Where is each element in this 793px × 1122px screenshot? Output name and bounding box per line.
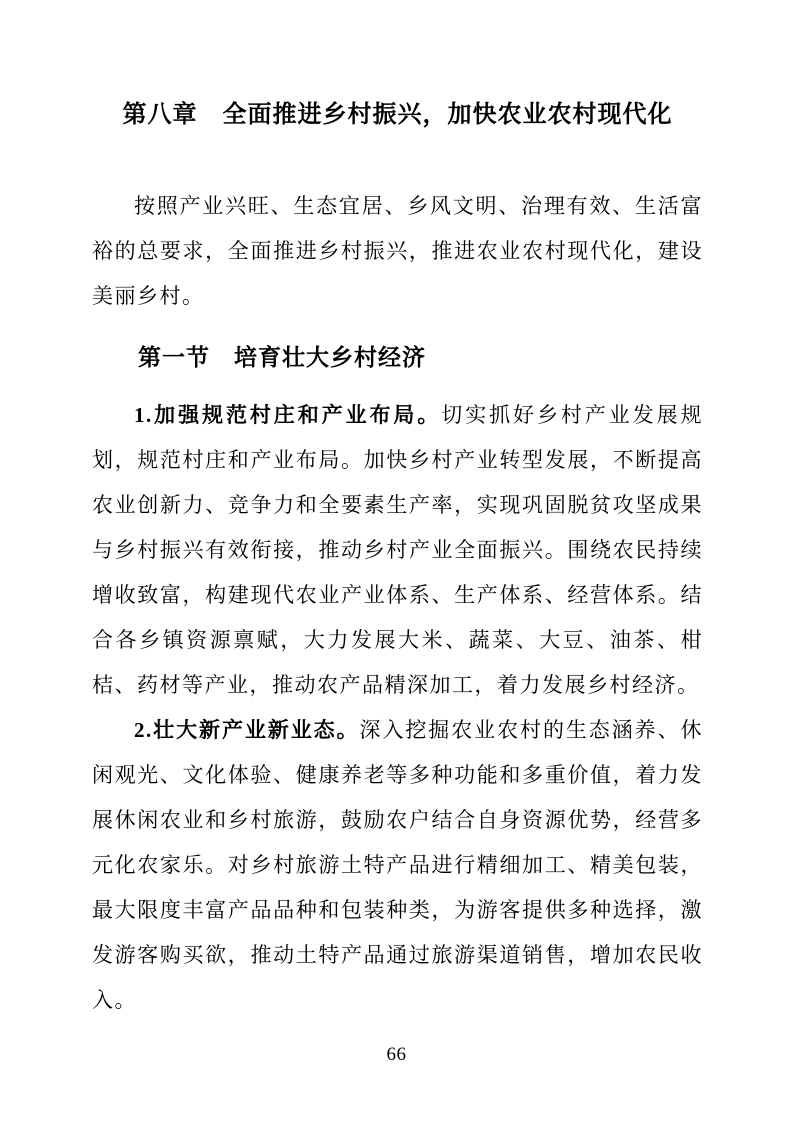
item-1-paragraph — [92, 393, 703, 708]
item-2-paragraph — [92, 708, 703, 1023]
item-2-body: 深入挖掘农业农村的生态涵养、休闲观光、文化体验、健康养老等多种功能和多重价值，着力发展休闲农业和乡村旅游，鼓励农户结合自身资源优势，经营多元化农家乐。对乡村旅游土特产品进行精细加工、精美包装，最大限度丰富产品品种和包装种类，为游客提供多种选择，激发游客购买欲，推动土特产品通过旅游渠道销售，增加农民收入。 — [92, 718, 704, 1012]
item-2-lead: 2.壮大新产业新业态。 — [134, 718, 360, 742]
chapter-title: 第八章 全面推进乡村振兴，加快农业农村现代化 — [122, 102, 673, 128]
intro-paragraph: 按照产业兴旺、生态宜居、乡风文明、治理有效、生活富裕的总要求，全面推进乡村振兴，推进农业农村现代化，建设美丽乡村。 — [92, 194, 703, 308]
item-1-lead: 1.加强规范村庄和产业布局。 — [134, 403, 442, 427]
section-heading: 第一节 培育壮大乡村经济 — [138, 345, 426, 370]
page-number: 66 — [386, 1044, 407, 1065]
item-1-body: 切实抓好乡村产业发展规划，规范村庄和产业布局。加快乡村产业转型发展，不断提高农业创新力、竞争力和全要素生产率，实现巩固脱贫攻坚成果与乡村振兴有效衔接，推动乡村产业全面振兴。围绕农民持续增收致富，构建现代农业产业体系、生产体系、经营体系。结合各乡镇资源禀赋，大力发展大米、蔬菜、大豆、油茶、柑桔、药材等产业，推动农产品精深加工，着力发展乡村经济。 — [92, 403, 704, 697]
